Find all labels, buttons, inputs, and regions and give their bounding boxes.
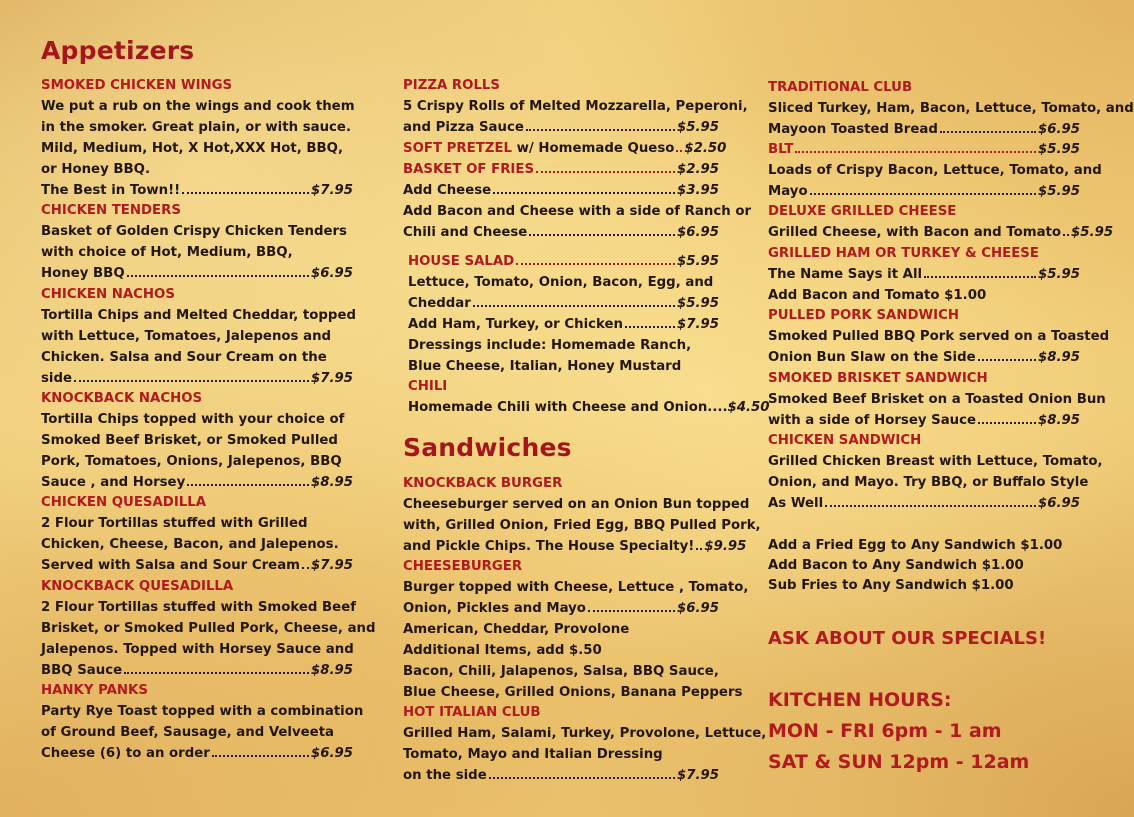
chicken-price: $6.95	[1037, 496, 1080, 511]
fries-price: $2.95	[676, 162, 719, 177]
nachos-price-line	[41, 369, 353, 389]
hanky-desc-1: Party Rye Toast topped with a combination	[41, 704, 364, 719]
hot-italian-club-name: HOT ITALIAN CLUB	[403, 705, 541, 720]
chicken-price-line	[768, 494, 1080, 514]
fries-chili-line	[403, 223, 719, 243]
fries-desc-1: Add Bacon and Cheese with a side of Ranch or	[403, 204, 752, 219]
salad-cheddar-line	[408, 294, 719, 314]
salad-addham-line	[408, 315, 719, 335]
leader-dots	[473, 305, 675, 307]
pulled-pork-sandwich-name: PULLED PORK SANDWICH	[768, 308, 959, 323]
leader-dots	[940, 131, 1036, 133]
kb-quesadilla-price-line	[41, 661, 353, 681]
salad-cheddar-price: $5.95	[676, 296, 719, 311]
italian-desc-1: Grilled Ham, Salami, Turkey, Provolone, Lettuce,	[403, 726, 767, 741]
cheeseburger-last: Onion, Pickles and Mayo	[403, 601, 586, 616]
hours-weekday: MON - FRI 6pm - 1 am	[768, 720, 1002, 742]
soft-pretzel-price: $2.50	[684, 141, 727, 156]
quesadilla-price: $7.95	[310, 558, 353, 573]
tenders-price-line	[41, 264, 353, 284]
burger-desc-1: Cheeseburger served on an Onion Bun topped	[403, 497, 750, 512]
wings-price: $7.95	[310, 183, 353, 198]
chili-desc: Homemade Chili with Cheese and Onion....	[408, 400, 728, 415]
italian-price-line	[403, 766, 719, 786]
nachos-desc-3: Chicken. Salsa and Sour Cream on the	[41, 350, 327, 365]
hanky-price: $6.95	[310, 746, 353, 761]
kb-quesadilla-desc-3: Jalepenos. Topped with Horsey Sauce and	[41, 642, 354, 657]
cheeseburger-price: $6.95	[676, 601, 719, 616]
hamcheese-price-line	[768, 265, 1080, 285]
leader-dots	[127, 275, 309, 277]
quesadilla-desc-1: 2 Flour Tortillas stuffed with Grilled	[41, 516, 308, 531]
addon-sub-fries: Sub Fries to Any Sandwich $1.00	[768, 578, 1014, 593]
kb-nachos-price-line	[41, 473, 353, 493]
leader-dots	[187, 484, 309, 486]
italian-desc-2: Tomato, Mayo and Italian Dressing	[403, 747, 663, 762]
salad-addham-price: $7.95	[676, 317, 719, 332]
leader-dots	[516, 263, 675, 265]
nachos-price: $7.95	[310, 371, 353, 386]
fries-last-price: $6.95	[676, 225, 719, 240]
cheeseburger-extra-4: Blue Cheese, Grilled Onions, Banana Peppers	[403, 685, 743, 700]
knockback-burger-name: KNOCKBACK BURGER	[403, 476, 563, 491]
pulled-desc-1: Smoked Pulled BBQ Pork served on a Toasted	[768, 329, 1110, 344]
pizza-desc-1: 5 Crispy Rolls of Melted Mozzarella, Peperoni,	[403, 99, 748, 114]
fries-name: BASKET OF FRIES	[403, 162, 535, 177]
ask-specials: ASK ABOUT OUR SPECIALS!	[768, 628, 1047, 649]
leader-dots	[1063, 234, 1069, 236]
salad-cheddar: Cheddar	[408, 296, 471, 311]
italian-last: on the side	[403, 768, 487, 783]
hamcheese-price: $5.95	[1037, 267, 1080, 282]
wings-last: The Best in Town!!	[41, 183, 181, 198]
kb-nachos-desc-2: Smoked Beef Brisket, or Smoked Pulled	[41, 433, 338, 448]
tenders-last: Honey BBQ	[41, 266, 125, 281]
soft-pretzel-line	[403, 139, 727, 159]
pizza-price-line	[403, 118, 719, 138]
tenders-desc-2: with choice of Hot, Medium, BBQ,	[41, 245, 293, 260]
quesadilla-desc-2: Chicken, Cheese, Bacon, and Jalepenos.	[41, 537, 339, 552]
appetizers-heading: Appetizers	[41, 36, 195, 65]
leader-dots	[588, 610, 675, 612]
leader-dots	[526, 129, 675, 131]
leader-dots	[124, 672, 309, 674]
blt-line	[768, 140, 1080, 160]
chicken-nachos-name: CHICKEN NACHOS	[41, 287, 175, 302]
club-price: $6.95	[1037, 122, 1080, 137]
smoked-brisket-sandwich-name: SMOKED BRISKET SANDWICH	[768, 371, 988, 386]
tenders-desc-1: Basket of Golden Crispy Chicken Tenders	[41, 224, 347, 239]
addon-fried-egg: Add a Fried Egg to Any Sandwich $1.00	[768, 538, 1063, 553]
leader-dots	[795, 151, 1035, 153]
cheeseburger-name: CHEESEBURGER	[403, 559, 523, 574]
wings-desc-2: in the smoker. Great plain, or with sauce.	[41, 120, 351, 135]
chicken-desc-1: Grilled Chicken Breast with Lettuce, Tomato,	[768, 454, 1103, 469]
blt-price-line	[768, 182, 1080, 202]
kb-quesadilla-price: $8.95	[310, 663, 353, 678]
knockback-quesadilla-name: KNOCKBACK QUESADILLA	[41, 579, 234, 594]
leader-dots	[529, 234, 675, 236]
salad-price: $5.95	[676, 254, 719, 269]
kb-nachos-desc-3: Pork, Tomatoes, Onions, Jalepenos, BBQ	[41, 454, 342, 469]
pizza-price: $5.95	[676, 120, 719, 135]
blt-last-price: $5.95	[1037, 184, 1080, 199]
hanky-panks-name: HANKY PANKS	[41, 683, 148, 698]
knockback-nachos-name: KNOCKBACK NACHOS	[41, 391, 203, 406]
blt-price: $5.95	[1037, 142, 1080, 157]
leader-dots	[489, 777, 675, 779]
hamcheese-add: Add Bacon and Tomato $1.00	[768, 288, 987, 303]
chicken-quesadilla-name: CHICKEN QUESADILLA	[41, 495, 207, 510]
pizza-last: and Pizza Sauce	[403, 120, 524, 135]
deluxe-price: $5.95	[1071, 225, 1114, 240]
cheeseburger-extra-1: American, Cheddar, Provolone	[403, 622, 630, 637]
leader-dots	[182, 192, 309, 194]
kitchen-hours-title: KITCHEN HOURS:	[768, 689, 952, 711]
cheeseburger-extra-2: Additional Items, add $.50	[403, 643, 602, 658]
grilled-ham-turkey-cheese-name: GRILLED HAM OR TURKEY & CHEESE	[768, 246, 1039, 261]
hanky-last: Cheese (6) to an order	[41, 746, 210, 761]
hours-weekend: SAT & SUN 12pm - 12am	[768, 751, 1030, 773]
traditional-club-name: TRADITIONAL CLUB	[768, 80, 913, 95]
fries-last: Chili and Cheese	[403, 225, 528, 240]
deluxe-price-line	[768, 223, 1114, 243]
leader-dots	[74, 380, 309, 382]
salad-addham: Add Ham, Turkey, or Chicken	[408, 317, 624, 332]
pulled-last: Onion Bun Slaw on the Side	[768, 350, 976, 365]
wings-desc-3: Mild, Medium, Hot, X Hot,XXX Hot, BBQ,	[41, 141, 344, 156]
quesadilla-last: Served with Salsa and Sour Cream	[41, 558, 301, 573]
basket-of-fries-line	[403, 160, 719, 180]
pizza-rolls-name: PIZZA ROLLS	[403, 78, 500, 93]
wings-desc-4: or Honey BBQ.	[41, 162, 150, 177]
leader-dots	[978, 359, 1036, 361]
leader-dots	[810, 193, 1036, 195]
chili-price: $4.50	[727, 400, 770, 415]
salad-dressings-1: Dressings include: Homemade Ranch,	[408, 338, 692, 353]
soft-pretzel-name: SOFT PRETZEL	[403, 141, 512, 156]
italian-price: $7.95	[676, 768, 719, 783]
club-price-line	[768, 120, 1080, 140]
leader-dots	[696, 548, 702, 550]
kb-nachos-price: $8.95	[310, 475, 353, 490]
fries-addcheese: Add Cheese	[403, 183, 492, 198]
leader-dots	[825, 505, 1036, 507]
pulled-price: $8.95	[1037, 350, 1080, 365]
leader-dots	[978, 422, 1036, 424]
burger-price: $9.95	[704, 539, 747, 554]
cheeseburger-desc-1: Burger topped with Cheese, Lettuce , Tomato,	[403, 580, 749, 595]
nachos-desc-1: Tortilla Chips and Melted Cheddar, topped	[41, 308, 356, 323]
sandwiches-heading: Sandwiches	[403, 433, 572, 462]
club-last: Mayoon Toasted Bread	[768, 122, 938, 137]
kb-quesadilla-desc-1: 2 Flour Tortillas stuffed with Smoked Beef	[41, 600, 356, 615]
leader-dots	[302, 567, 309, 569]
chicken-tenders-name: CHICKEN TENDERS	[41, 203, 181, 218]
house-salad-line	[408, 252, 719, 272]
nachos-desc-2: with Lettuce, Tomatoes, Jalepenos and	[41, 329, 332, 344]
deluxe-last: Grilled Cheese, with Bacon and Tomato	[768, 225, 1062, 240]
chicken-sandwich-name: CHICKEN SANDWICH	[768, 433, 922, 448]
brisket-price: $8.95	[1037, 413, 1080, 428]
salad-dressings-2: Blue Cheese, Italian, Honey Mustard	[408, 359, 682, 374]
leader-dots	[625, 326, 675, 328]
club-desc-1: Sliced Turkey, Ham, Bacon, Lettuce, Tomato, and	[768, 101, 1134, 116]
leader-dots	[924, 276, 1036, 278]
brisket-desc-1: Smoked Beef Brisket on a Toasted Onion Bun	[768, 392, 1106, 407]
nachos-last: side	[41, 371, 73, 386]
deluxe-grilled-cheese-name: DELUXE GRILLED CHEESE	[768, 204, 957, 219]
cheeseburger-price-line	[403, 599, 719, 619]
brisket-last: with a side of Horsey Sauce	[768, 413, 977, 428]
blt-desc-1: Loads of Crispy Bacon, Lettuce, Tomato, and	[768, 163, 1102, 178]
cheeseburger-extra-3: Bacon, Chili, Jalapenos, Salsa, BBQ Sauce,	[403, 664, 719, 679]
soft-pretzel-suffix: w/ Homemade Queso	[512, 141, 675, 156]
wings-desc-1: We put a rub on the wings and cook them	[41, 99, 355, 114]
chili-name: CHILI	[408, 379, 448, 394]
kb-nachos-last: Sauce , and Horsey	[41, 475, 186, 490]
leader-dots	[676, 150, 682, 152]
fries-addcheese-line	[403, 181, 719, 201]
chili-line	[408, 398, 770, 418]
kb-nachos-desc-1: Tortilla Chips topped with your choice of	[41, 412, 345, 427]
hamcheese-last: The Name Says it All	[768, 267, 923, 282]
leader-dots	[536, 171, 675, 173]
smoked-chicken-wings-name: SMOKED CHICKEN WINGS	[41, 78, 233, 93]
blt-name: BLT	[768, 142, 794, 157]
salad-name: HOUSE SALAD	[408, 254, 515, 269]
hanky-desc-2: of Ground Beef, Sausage, and Velveeta	[41, 725, 335, 740]
chicken-last: As Well	[768, 496, 824, 511]
leader-dots	[493, 192, 675, 194]
brisket-price-line	[768, 411, 1080, 431]
kb-quesadilla-last: BBQ Sauce	[41, 663, 123, 678]
hanky-price-line	[41, 744, 353, 764]
addon-bacon: Add Bacon to Any Sandwich $1.00	[768, 558, 1024, 573]
chicken-desc-2: Onion, and Mayo. Try BBQ, or Buffalo Style	[768, 475, 1089, 490]
tenders-price: $6.95	[310, 266, 353, 281]
pulled-price-line	[768, 348, 1080, 368]
kb-quesadilla-desc-2: Brisket, or Smoked Pulled Pork, Cheese, and	[41, 621, 376, 636]
salad-desc-1: Lettuce, Tomato, Onion, Bacon, Egg, and	[408, 275, 714, 290]
burger-price-line	[403, 537, 747, 557]
burger-desc-2: with, Grilled Onion, Fried Egg, BBQ Pulled Pork,	[403, 518, 761, 533]
leader-dots	[212, 755, 309, 757]
blt-last: Mayo	[768, 184, 808, 199]
wings-price-line	[41, 181, 353, 201]
quesadilla-price-line	[41, 556, 353, 576]
fries-addcheese-price: $3.95	[676, 183, 719, 198]
burger-last: and Pickle Chips. The House Specialty!	[403, 539, 695, 554]
